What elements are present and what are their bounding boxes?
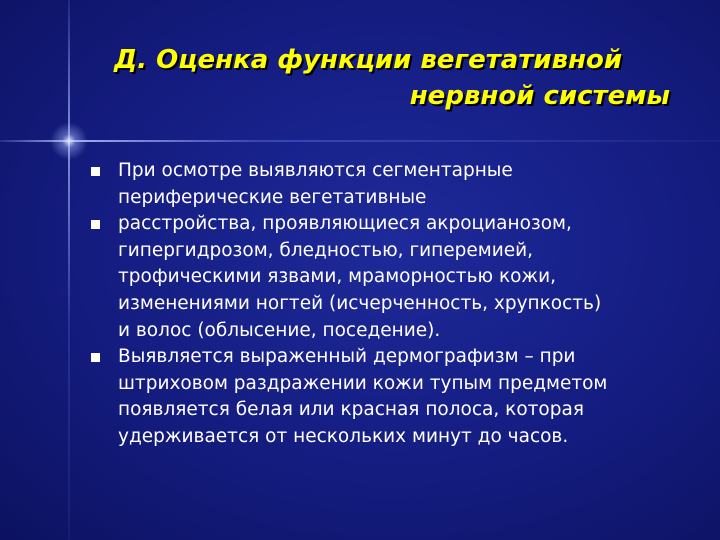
bullet-line: гипергидрозом, бледностью, гиперемией, [118,239,534,261]
bullet-line: При осмотре выявляются сегментарные [118,160,513,181]
decorative-horizontal-line [0,140,720,142]
decorative-star-flare [50,122,88,160]
bullet-line: удерживается от нескольких минут до часов. [118,425,569,447]
square-bullet-icon [91,353,100,362]
bullet-line: расстройства, проявляющиеся акроцианозом, [118,213,572,235]
bullet-line: изменениями ногтей (исчерченность, хрупкость) [118,292,602,314]
bullet-line: трофическими язвами, мраморностью кожи, [118,266,557,288]
slide-title-line-2: нервной системы [409,81,670,111]
bullet-line: появляется белая или красная полоса, которая [118,399,584,421]
bullet-line: и волос (облысение, поседение). [118,319,441,341]
square-bullet-icon [91,220,100,229]
slide-title-line-1: Д. Оценка функции вегетативной [114,45,623,75]
bullet-list [88,158,678,451]
bullet-item [88,158,678,211]
bullet-line: Выявляется выраженный дермографизм – при [118,346,576,368]
bullet-line: периферические вегетативные [118,186,427,208]
decorative-vertical-line [68,0,70,540]
bullet-item [88,211,678,344]
bullet-item [88,344,678,450]
bullet-line: штриховом раздражении кожи тупым предметом [118,372,608,394]
square-bullet-icon [91,167,100,176]
slide-title [110,42,670,114]
